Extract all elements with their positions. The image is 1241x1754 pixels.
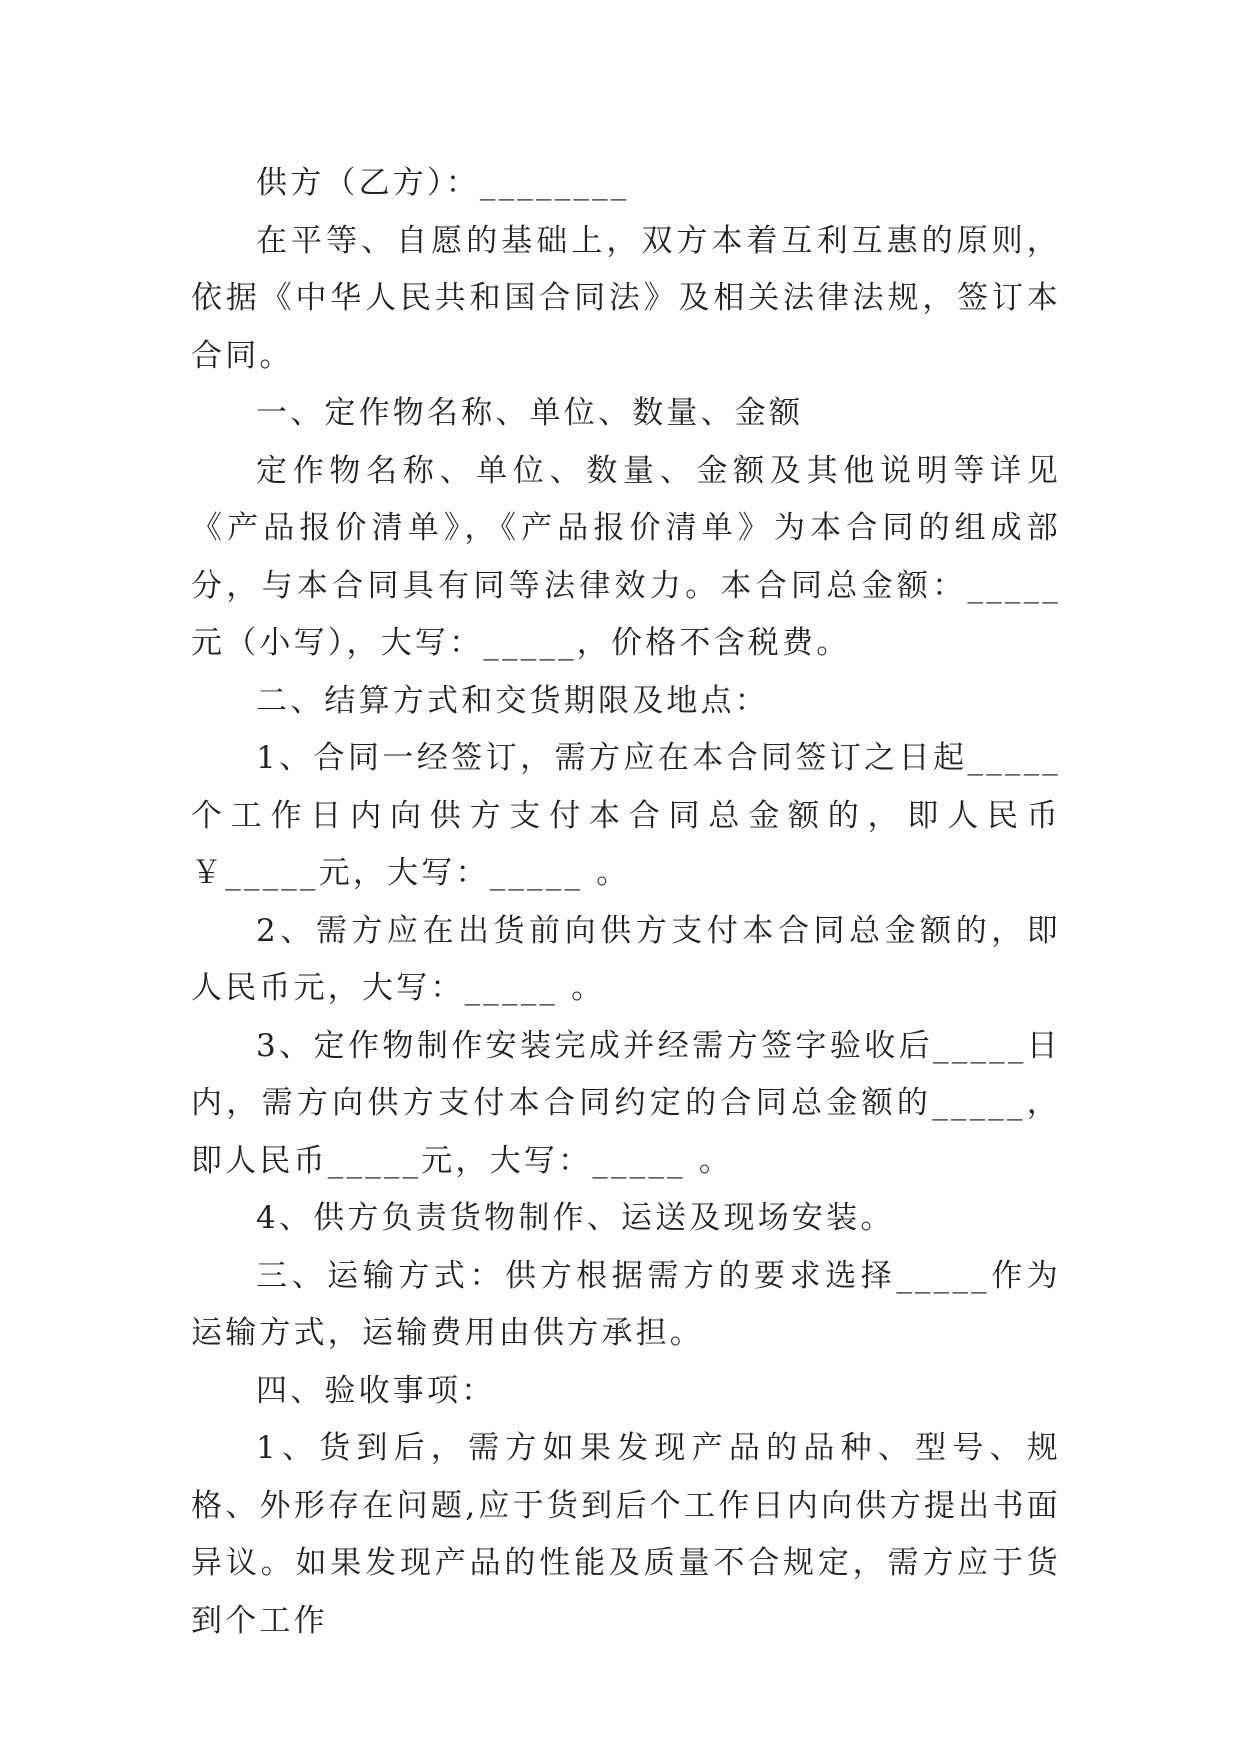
preamble-paragraph: 在平等、自愿的基础上，双方本着互利互惠的原则，依据《中华人民共和国合同法》及相关法律法规，签订本合同。 bbox=[191, 222, 1061, 374]
payment-clause-4: 4、供方负责货物制作、运送及现场安装。 bbox=[256, 1200, 895, 1236]
payment-clause-1: 1、合同一经签订，需方应在本合同签订之日起_____个工作日内向供方支付本合同总金额的，即人民币￥_____元，大写：_____ 。 bbox=[191, 740, 1061, 891]
inspection-clause-1: 1、货到后，需方如果发现产品的品种、型号、规格、外形存在问题,应于货到后个工作日内向供方提出书面异议。如果发现产品的性能及质量不合规定，需方应于货到个工作 bbox=[191, 1430, 1061, 1639]
section-heading-1: 一、定作物名称、单位、数量、金额 bbox=[256, 395, 804, 431]
payment-clause-2: 2、需方应在出货前向供方支付本合同总金额的，即人民币元，大写：_____ 。 bbox=[191, 912, 1061, 1006]
section-heading-4: 四、验收事项： bbox=[256, 1372, 496, 1409]
payment-clause-3: 3、定作物制作安装完成并经需方签字验收后_____日内，需方向供方支付本合同约定的合同总金额的_____，即人民币_____元，大写：_____ 。 bbox=[191, 1027, 1061, 1179]
section-1-paragraph: 定作物名称、单位、数量、金额及其他说明等详见《产品报价清单》，《产品报价清单》为本合同的组成部分，与本合同具有同等法律效力。本合同总金额：_____元（小写），大写：_____，价格不含税费。 bbox=[191, 452, 1061, 661]
section-heading-2: 二、结算方式和交货期限及地点： bbox=[256, 682, 769, 719]
supplier-line: 供方（乙方）：________ bbox=[256, 165, 630, 201]
section-3-transport: 三、运输方式：供方根据需方的要求选择_____作为运输方式，运输费用由供方承担。 bbox=[191, 1257, 1061, 1351]
contract-body bbox=[191, 155, 1061, 1650]
